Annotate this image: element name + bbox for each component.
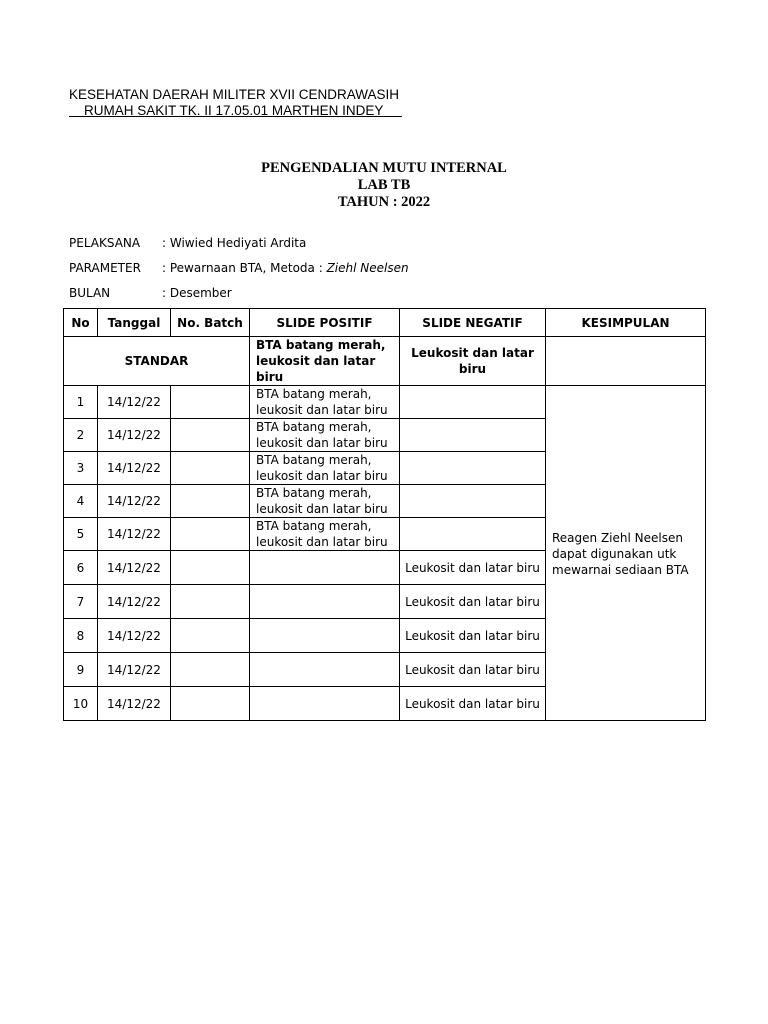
institution-line-2 — [69, 103, 402, 119]
meta-pelaksana-label: PELAKSANA — [69, 236, 141, 250]
row-batch — [171, 485, 250, 518]
row-positive — [250, 653, 400, 687]
col-header-slide-positif: SLIDE POSITIF — [250, 309, 400, 337]
row-date: 14/12/22 — [98, 551, 171, 585]
row-positive: BTA batang merah, leukosit dan latar biru — [250, 386, 400, 419]
row-date: 14/12/22 — [98, 485, 171, 518]
conclusion-cell — [546, 386, 706, 721]
standard-label: STANDAR — [64, 337, 250, 386]
meta-parameter-value: : Pewarnaan BTA, Metoda : — [162, 261, 327, 275]
row-positive: BTA batang merah, leukosit dan latar biru — [250, 452, 400, 485]
institution-line-1: KESEHATAN DAERAH MILITER XVII CENDRAWASIH — [69, 87, 400, 102]
meta-bulan — [69, 286, 232, 301]
document-subtitle: LAB TB — [357, 177, 411, 193]
row-date: 14/12/22 — [98, 585, 171, 619]
row-batch — [171, 419, 250, 452]
row-batch — [171, 653, 250, 687]
row-batch — [171, 518, 250, 551]
meta-pelaksana — [69, 236, 306, 251]
table-row — [64, 386, 706, 419]
meta-bulan-value: : Desember — [162, 286, 232, 300]
row-positive — [250, 687, 400, 721]
row-negative — [400, 452, 546, 485]
row-negative: Leukosit dan latar biru — [400, 619, 546, 653]
row-batch — [171, 551, 250, 585]
row-negative — [400, 518, 546, 551]
row-no: 5 — [64, 518, 98, 551]
standard-negative: Leukosit dan latar biru — [400, 337, 546, 386]
col-header-tanggal: Tanggal — [98, 309, 171, 337]
col-header-batch: No. Batch — [171, 309, 250, 337]
row-date: 14/12/22 — [98, 653, 171, 687]
meta-bulan-label: BULAN — [69, 286, 111, 300]
conclusion-text: Reagen Ziehl Neelsen dapat digunakan utk mewarnai sediaan BTA — [552, 531, 689, 577]
standard-conclusion — [546, 337, 706, 386]
row-no: 7 — [64, 585, 98, 619]
meta-pelaksana-value: : Wiwied Hediyati Ardita — [162, 236, 307, 250]
row-no: 10 — [64, 687, 98, 721]
row-batch — [171, 386, 250, 419]
row-no: 1 — [64, 386, 98, 419]
document-year: TAHUN : 2022 — [337, 194, 431, 210]
row-positive: BTA batang merah, leukosit dan latar biru — [250, 419, 400, 452]
col-header-no: No — [64, 309, 98, 337]
row-negative: Leukosit dan latar biru — [400, 551, 546, 585]
row-date: 14/12/22 — [98, 419, 171, 452]
row-positive — [250, 551, 400, 585]
hospital-name: RUMAH SAKIT TK. II 17.05.01 MARTHEN INDEY — [84, 103, 384, 118]
row-batch — [171, 585, 250, 619]
row-positive: BTA batang merah, leukosit dan latar biru — [250, 485, 400, 518]
table-header-row — [64, 309, 706, 337]
row-negative — [400, 386, 546, 419]
row-batch — [171, 619, 250, 653]
row-no: 9 — [64, 653, 98, 687]
row-negative: Leukosit dan latar biru — [400, 653, 546, 687]
row-date: 14/12/22 — [98, 687, 171, 721]
document-title: PENGENDALIAN MUTU INTERNAL — [261, 160, 507, 176]
row-no: 4 — [64, 485, 98, 518]
meta-parameter — [69, 261, 409, 276]
standard-positive: BTA batang merah, leukosit dan latar biru — [250, 337, 400, 386]
row-positive — [250, 585, 400, 619]
qc-table — [63, 308, 706, 721]
row-date: 14/12/22 — [98, 518, 171, 551]
row-date: 14/12/22 — [98, 619, 171, 653]
meta-parameter-method: Ziehl Neelsen — [326, 261, 409, 275]
meta-parameter-label: PARAMETER — [69, 261, 141, 275]
row-negative — [400, 485, 546, 518]
row-negative: Leukosit dan latar biru — [400, 687, 546, 721]
row-date: 14/12/22 — [98, 386, 171, 419]
row-batch — [171, 687, 250, 721]
row-no: 8 — [64, 619, 98, 653]
standard-row — [64, 337, 706, 386]
col-header-slide-negatif: SLIDE NEGATIF — [400, 309, 546, 337]
row-negative — [400, 419, 546, 452]
row-no: 6 — [64, 551, 98, 585]
col-header-kesimpulan: KESIMPULAN — [546, 309, 706, 337]
row-no: 2 — [64, 419, 98, 452]
row-positive — [250, 619, 400, 653]
row-positive: BTA batang merah, leukosit dan latar biru — [250, 518, 400, 551]
row-batch — [171, 452, 250, 485]
row-negative: Leukosit dan latar biru — [400, 585, 546, 619]
row-no: 3 — [64, 452, 98, 485]
row-date: 14/12/22 — [98, 452, 171, 485]
